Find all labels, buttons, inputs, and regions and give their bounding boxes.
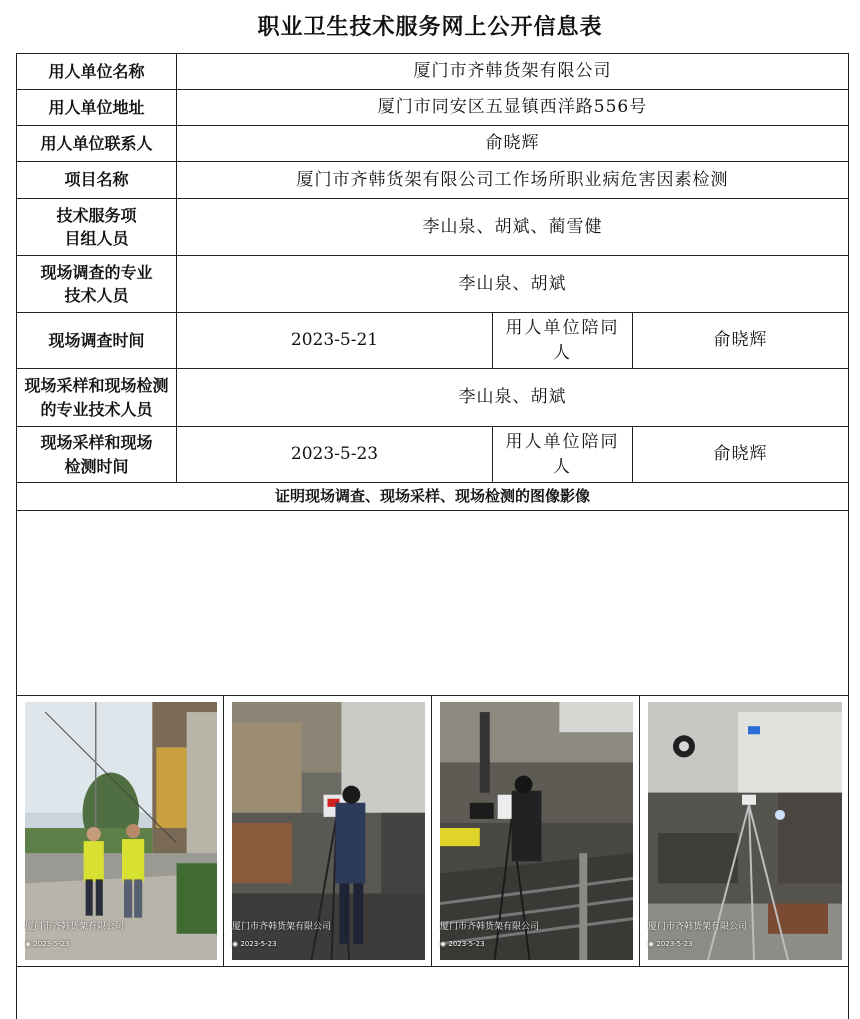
page-title: 职业卫生技术服务网上公开信息表 [257,15,603,40]
photo-strip [17,695,848,967]
photo-2-date: ◉ 2023-5-23 [232,940,277,948]
row-sampling-time [17,427,848,483]
row-section-header [17,483,848,511]
photo-1-watermark: 厦门市齐韩货架有限公司 [25,922,125,932]
label-survey-staff: 现场调查的专业技术人员 [17,256,177,312]
label-survey-time: 现场调查时间 [17,313,177,368]
label-employer-name: 用人单位名称 [17,54,177,89]
label-employer-contact: 用人单位联系人 [17,126,177,161]
section-header: 证明现场调查、现场采样、现场检测的图像影像 [274,486,590,505]
photo-3 [432,696,640,966]
photo-4 [640,696,848,966]
row-employer-name [17,54,848,90]
info-table [16,53,849,1019]
value-survey-companion: 俞晓辉 [713,330,768,351]
value-sampling-staff: 李山泉、胡斌 [458,387,567,408]
row-employer-address [17,90,848,126]
label-team-members: 技术服务项目组人员 [17,199,177,255]
photo-4-date: ◉ 2023-5-23 [648,940,693,948]
label-project-name: 项目名称 [17,162,177,198]
label-employer-address: 用人单位地址 [17,90,177,125]
value-employer-address: 厦门市同安区五显镇西洋路556号 [377,97,648,118]
row-employer-contact [17,126,848,162]
label-survey-companion: 用人单位陪同人 [493,313,633,368]
photo-4-watermark: 厦门市齐韩货架有限公司 [648,922,748,932]
photo-2-watermark: 厦门市齐韩货架有限公司 [232,922,332,932]
row-survey-staff [17,256,848,313]
row-survey-time [17,313,848,369]
photo-2 [224,696,432,966]
photo-1 [17,696,224,966]
value-team-members: 李山泉、胡斌、蔺雪健 [422,216,603,237]
row-project-name [17,162,848,199]
row-team-members [17,199,848,256]
photo-3-watermark: 厦门市齐韩货架有限公司 [440,922,540,932]
value-employer-name: 厦门市齐韩货架有限公司 [413,61,612,82]
value-sampling-date: 2023-5-23 [177,427,493,482]
photo-3-date: ◉ 2023-5-23 [440,940,485,948]
row-sampling-staff [17,369,848,427]
label-sampling-companion: 用人单位陪同人 [493,427,633,482]
value-survey-date: 2023-5-21 [177,313,493,368]
photo-1-date: ◉ 2023-5-23 [25,940,70,948]
value-survey-staff: 李山泉、胡斌 [458,273,567,294]
label-sampling-time: 现场采样和现场检测时间 [17,427,177,482]
value-sampling-companion: 俞晓辉 [713,444,768,465]
value-project-name: 厦门市齐韩货架有限公司工作场所职业病危害因素检测 [296,169,729,190]
value-employer-contact: 俞晓辉 [485,133,540,154]
label-sampling-staff: 现场采样和现场检测的专业技术人员 [17,369,177,426]
